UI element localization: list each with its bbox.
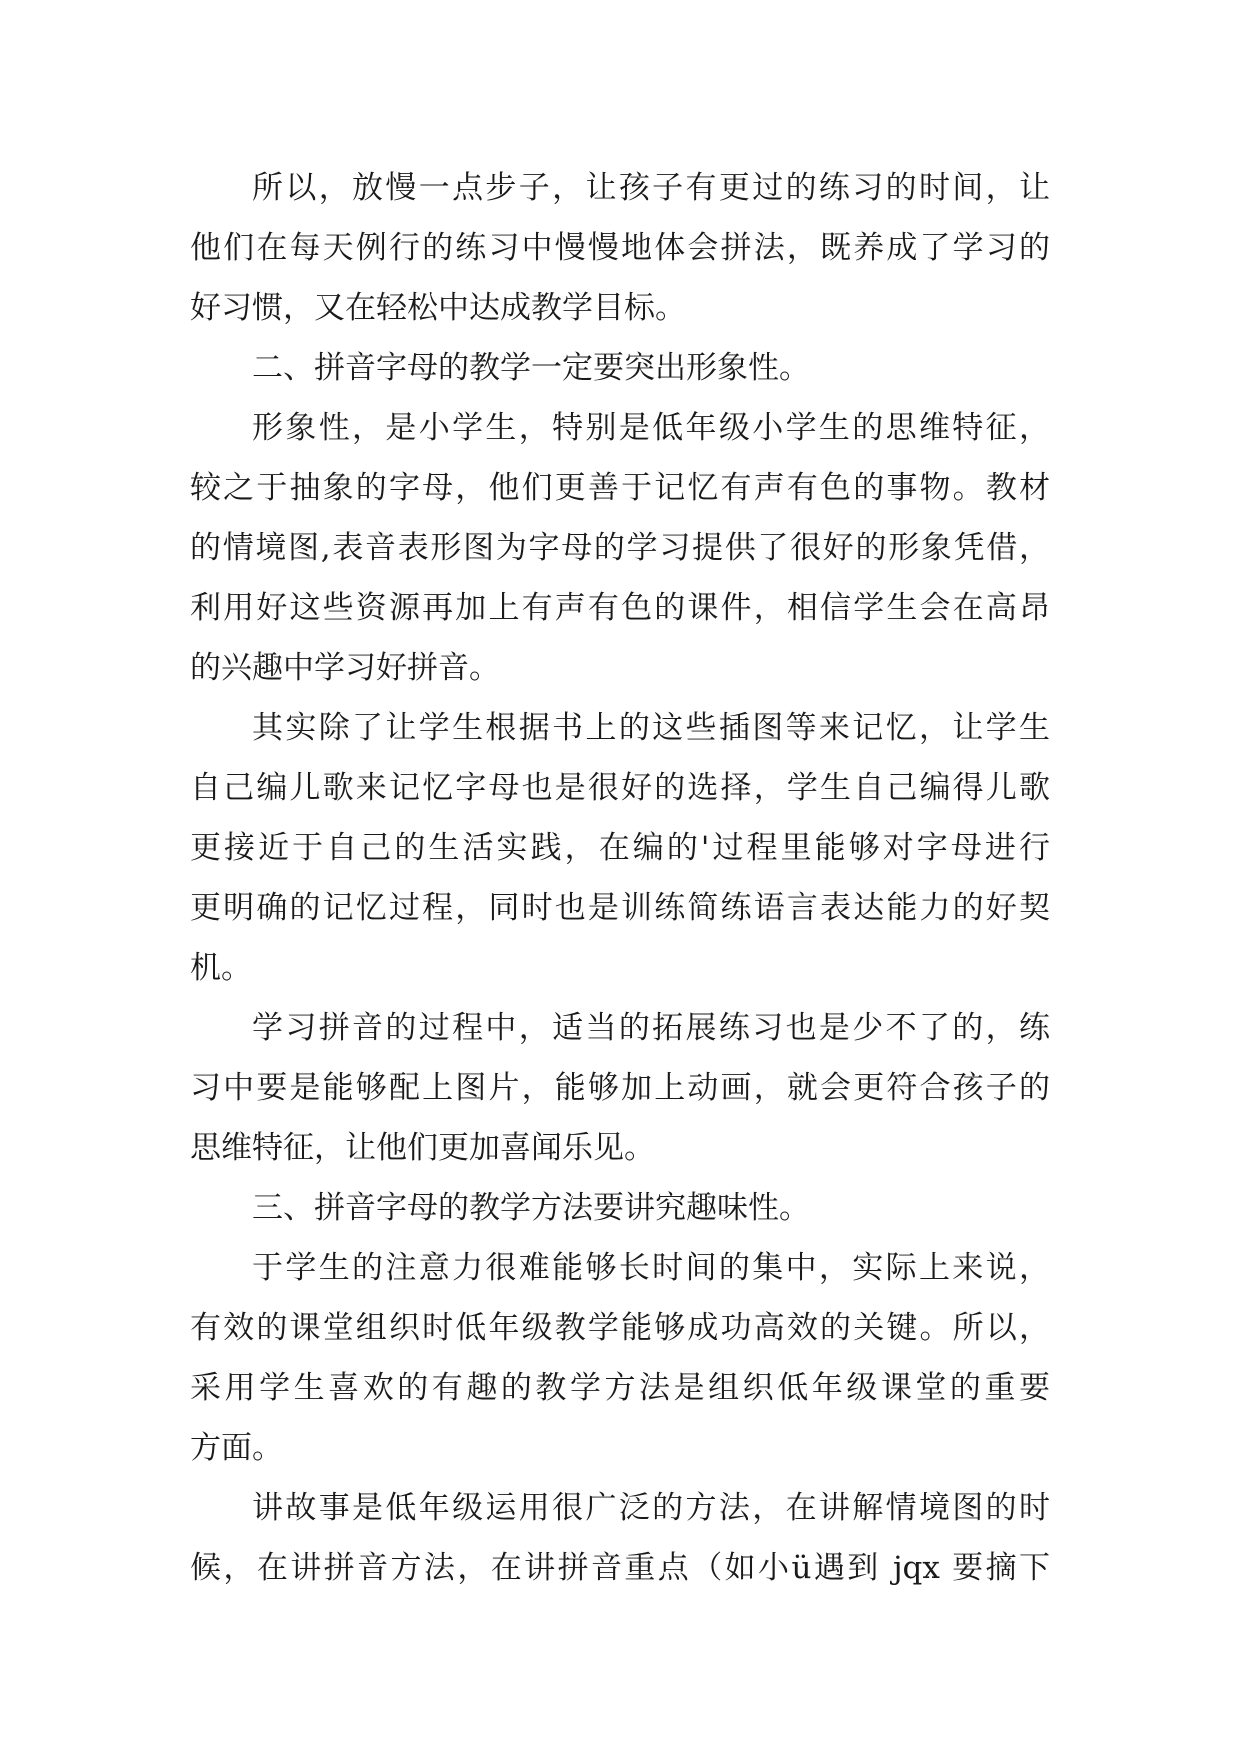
paragraph-3-line-5: 的兴趣中学习好拼音。 bbox=[190, 650, 500, 686]
paragraph-4-line-2: 自己编儿歌来记忆字母也是很好的选择，学生自己编得儿歌 bbox=[190, 770, 1050, 806]
paragraph-1-line-1: 所以，放慢一点步子，让孩子有更过的练习的时间，让 bbox=[252, 170, 1050, 206]
paragraph-4-line-4: 更明确的记忆过程，同时也是训练简练语言表达能力的好契 bbox=[190, 890, 1050, 926]
section-heading-3: 三、拼音字母的教学方法要讲究趣味性。 bbox=[252, 1190, 810, 1226]
paragraph-4-line-3: 更接近于自己的生活实践，在编的'过程里能够对字母进行 bbox=[190, 830, 1050, 866]
paragraph-7-line-2: 有效的课堂组织时低年级教学能够成功高效的关键。所以， bbox=[190, 1310, 1050, 1346]
section-heading-2: 二、拼音字母的教学一定要突出形象性。 bbox=[252, 350, 810, 386]
paragraph-1-line-2: 他们在每天例行的练习中慢慢地体会拼法，既养成了学习的 bbox=[190, 230, 1050, 266]
paragraph-3-line-3: 的情境图,表音表形图为字母的学习提供了很好的形象凭借， bbox=[190, 530, 1050, 566]
paragraph-7-line-4: 方面。 bbox=[190, 1430, 283, 1466]
paragraph-1-line-3: 好习惯，又在轻松中达成教学目标。 bbox=[190, 290, 686, 326]
paragraph-3-line-1: 形象性，是小学生，特别是低年级小学生的思维特征， bbox=[252, 410, 1050, 446]
paragraph-3-line-2: 较之于抽象的字母，他们更善于记忆有声有色的事物。教材 bbox=[190, 470, 1050, 506]
paragraph-4-line-5: 机。 bbox=[190, 950, 252, 986]
paragraph-5-line-2: 习中要是能够配上图片，能够加上动画，就会更符合孩子的 bbox=[190, 1070, 1050, 1106]
paragraph-8-line-2: 候，在讲拼音方法，在讲拼音重点（如小ü遇到 jqx 要摘下 bbox=[190, 1550, 1050, 1586]
paragraph-3-line-4: 利用好这些资源再加上有声有色的课件，相信学生会在高昂 bbox=[190, 590, 1050, 626]
paragraph-8-line-1: 讲故事是低年级运用很广泛的方法，在讲解情境图的时 bbox=[252, 1490, 1050, 1526]
body-text bbox=[190, 158, 1050, 1598]
paragraph-4-line-1: 其实除了让学生根据书上的这些插图等来记忆，让学生 bbox=[252, 710, 1050, 746]
paragraph-7-line-3: 采用学生喜欢的有趣的教学方法是组织低年级课堂的重要 bbox=[190, 1370, 1050, 1406]
paragraph-7-line-1: 于学生的注意力很难能够长时间的集中，实际上来说， bbox=[252, 1250, 1050, 1286]
paragraph-5-line-1: 学习拼音的过程中，适当的拓展练习也是少不了的，练 bbox=[252, 1010, 1050, 1046]
paragraph-5-line-3: 思维特征，让他们更加喜闻乐见。 bbox=[190, 1130, 655, 1166]
